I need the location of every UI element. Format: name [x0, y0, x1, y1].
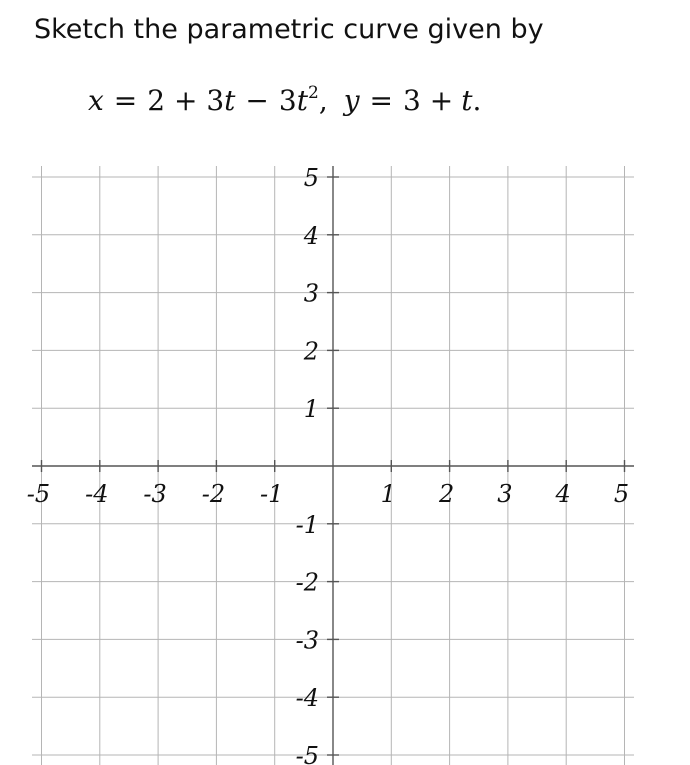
x-tick-label: 5 [613, 480, 630, 508]
y-tick-label: -3 [295, 626, 319, 655]
tick-labels [27, 164, 629, 765]
x-tick-label: -1 [260, 480, 284, 508]
x-tick-label: -5 [26, 480, 51, 508]
y-tick-label: -2 [295, 568, 319, 597]
eq-x-expr-b: 3 [278, 84, 297, 117]
eq-comma: , [318, 84, 328, 117]
y-tick-label: 3 [303, 279, 319, 308]
eq-t-2: t [296, 84, 308, 117]
problem-instruction: Sketch the parametric curve given by [34, 14, 544, 45]
eq-period: . [472, 84, 482, 117]
eq-minus: − [245, 84, 269, 117]
eq-x-var: x [88, 84, 104, 117]
y-tick-label: 5 [303, 164, 319, 192]
eq-t-1: t [224, 84, 236, 117]
y-tick-label: 2 [303, 337, 319, 366]
eq-equals-2: = [369, 84, 394, 117]
x-tick-label: 4 [555, 480, 571, 508]
eq-y-expr: 3 + [403, 84, 454, 117]
x-tick-label: 2 [438, 480, 455, 508]
y-tick-label: -4 [295, 684, 319, 713]
y-tick-label: -1 [295, 510, 319, 539]
axes [32, 166, 634, 765]
y-tick-label: 4 [303, 221, 319, 250]
x-tick-label: 1 [380, 480, 396, 508]
x-tick-label: -3 [143, 480, 167, 508]
eq-t-3: t [461, 84, 473, 117]
eq-equals-1: = [113, 84, 138, 117]
x-tick-label: -4 [85, 480, 109, 508]
x-tick-label: -2 [201, 480, 226, 508]
y-tick-label: 1 [303, 395, 319, 424]
eq-x-expr-a: 2 + 3 [147, 84, 225, 117]
eq-exponent: 2 [307, 83, 319, 103]
x-tick-label: 3 [497, 480, 513, 508]
y-tick-label: -5 [295, 742, 319, 765]
eq-y-var: y [343, 84, 360, 117]
